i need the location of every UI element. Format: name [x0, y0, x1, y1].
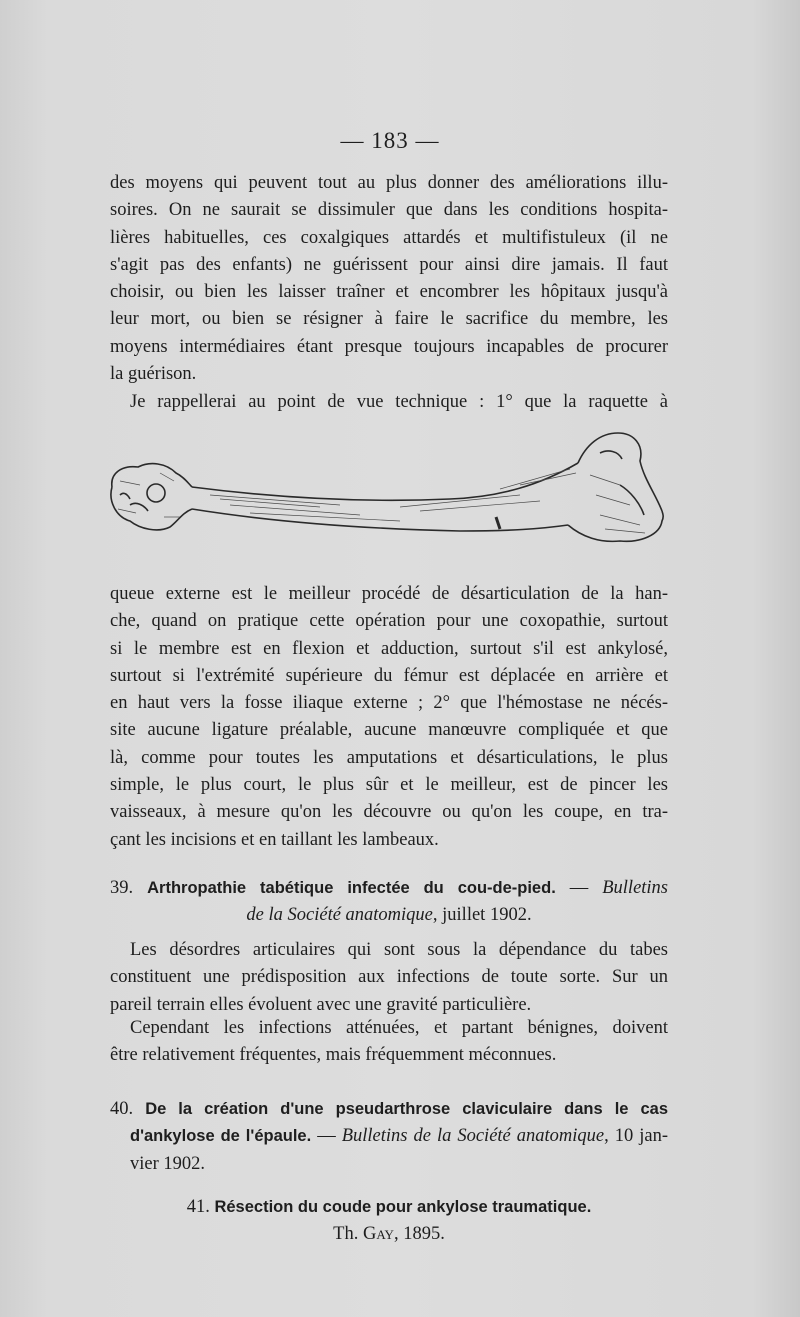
text-line: pareil terrain elles évoluent avec une gravité particulière. — [110, 994, 532, 1015]
text-line: moyens intermédiaires étant presque toujours incapables de procurer — [110, 336, 668, 357]
reference-journal: Bulletins de la Société anatomique — [341, 1126, 605, 1147]
text-line: constituent une prédisposition aux infections de toute sorte. Sur un — [110, 967, 668, 988]
text-line: che, quand on pratique cette opération pour une coxopathie, surtout — [110, 611, 668, 632]
text-line: des moyens qui peuvent tout au plus donner des améliorations illu- — [110, 173, 668, 193]
reference-title: Arthropathie tabétique infectée du cou-de-pied. — [147, 879, 556, 897]
reference-date: , juillet 1902. — [432, 905, 532, 926]
text-line: simple, le plus court, le plus sûr et le meilleur, est de pincer les — [110, 775, 668, 796]
femur-illustration — [100, 425, 670, 555]
text-line: queue externe est le meilleur procédé de désarticulation de la han- — [110, 584, 668, 604]
reference-year: , 1895. — [393, 1224, 445, 1245]
reference-title: De la création d'une pseudarthrose claviculaire dans le cas — [145, 1100, 668, 1118]
reference-dash: — — [555, 878, 603, 898]
text-line: être relativement fréquentes, mais fréquemment méconnues. — [110, 1045, 557, 1066]
reference-author: Gay — [362, 1224, 394, 1245]
reference-40 — [110, 1096, 668, 1178]
text-line: si le membre est en flexion et adduction, surtout s'il est ankylosé, — [110, 638, 668, 659]
paragraph-3 — [110, 937, 668, 1019]
text-line: vaisseaux, à mesure qu'on les découvre ou qu'on les coupe, en tra- — [110, 802, 668, 823]
reference-journal: Bulletins — [602, 878, 669, 898]
reference-39 — [110, 875, 668, 930]
text-line: leur mort, ou bien se résigner à faire le sacrifice du membre, les — [110, 309, 668, 330]
reference-number: 39. — [110, 878, 134, 898]
text-line: en haut vers la fosse iliaque externe ; 2° que l'hémostase ne nécés- — [110, 693, 668, 714]
text-line: lières habituelles, ces coxalgiques attardés et multifistuleux (il ne — [110, 227, 668, 248]
text-line: choisir, ou bien les laisser traîner et encombrer les hôpitaux jusqu'à — [110, 282, 668, 303]
reference-dash: — — [311, 1126, 342, 1147]
reference-journal: de la Société anatomique — [246, 905, 433, 926]
text-line: surtout si l'extrémité supérieure du fémur est déplacée en arrière et — [110, 665, 668, 686]
paragraph-2 — [110, 581, 668, 854]
text-line: s'agit pas des enfants) ne guérissent pour ainsi dire jamais. Il faut — [110, 254, 668, 275]
reference-number: 40. — [110, 1099, 134, 1119]
paragraph-2-start — [110, 389, 668, 416]
text-line: la guérison. — [110, 364, 197, 385]
text-line: Je rappellerai au point de vue technique : 1° que la raquette à — [130, 392, 668, 412]
reference-date: , 10 jan- — [604, 1126, 669, 1147]
reference-title: d'ankylose de l'épaule. — [130, 1127, 312, 1146]
text-line: Cependant les infections atténuées, et partant bénignes, doivent — [130, 1018, 668, 1038]
reference-author-prefix: Th. — [333, 1224, 363, 1245]
text-line: Les désordres articulaires qui sont sous la dépendance du tabes — [130, 940, 668, 960]
page-number: — 183 — — [340, 128, 440, 153]
reference-number: 41. — [186, 1197, 210, 1217]
text-line: soires. On ne saurait se dissimuler que dans les conditions hospita- — [110, 200, 668, 221]
reference-date: vier 1902. — [130, 1153, 206, 1174]
paragraph-4 — [110, 1015, 668, 1070]
text-line: çant les incisions et en taillant les lambeaux. — [110, 829, 439, 850]
paragraph-1 — [110, 170, 668, 388]
reference-title: Résection du coude pour ankylose traumatique. — [214, 1198, 592, 1216]
reference-41 — [110, 1194, 668, 1249]
text-line: là, comme pour toutes les amputations et désarticulations, le plus — [110, 747, 668, 768]
text-line: site aucune ligature préalable, aucune manœuvre compliquée et que — [110, 720, 668, 741]
